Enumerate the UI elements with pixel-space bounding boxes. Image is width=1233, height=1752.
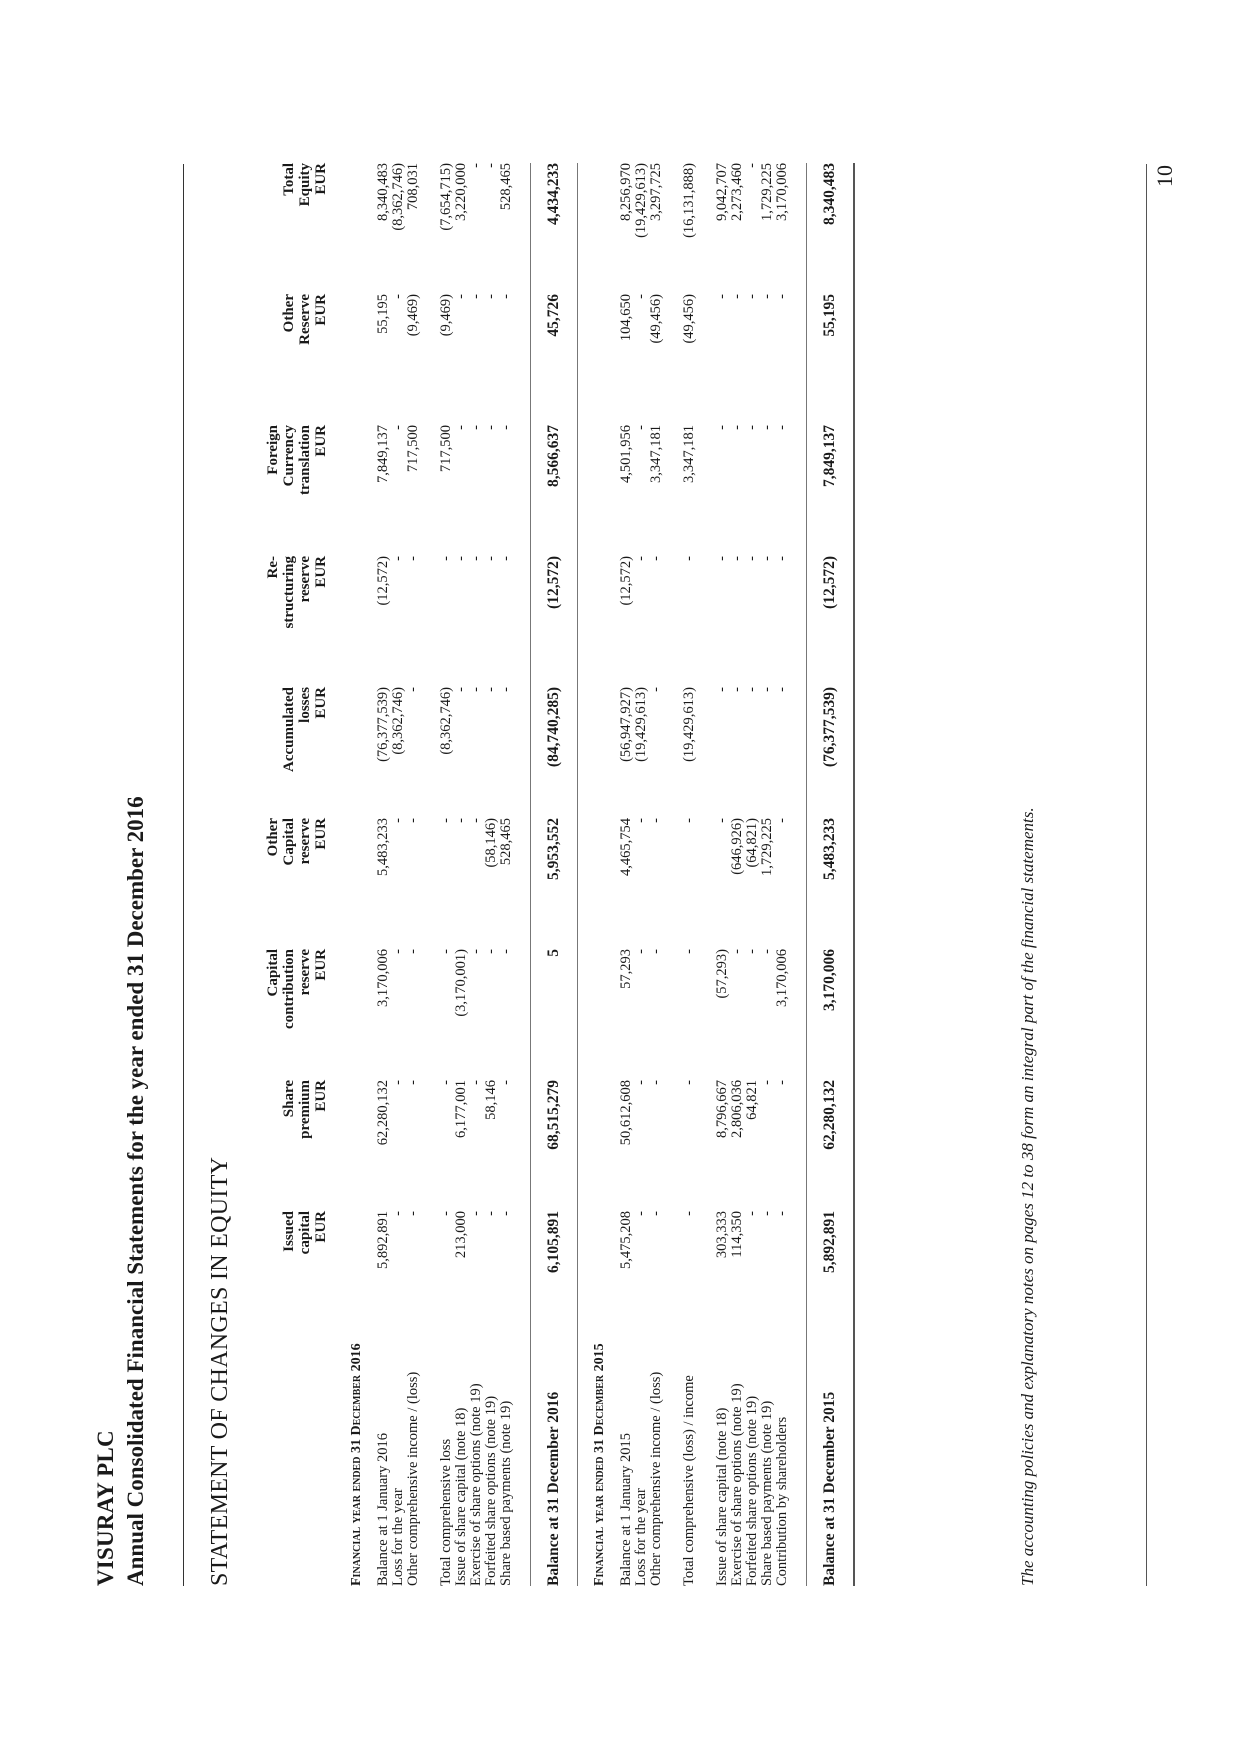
cell-value: -	[744, 687, 760, 692]
row-label: Contribution by shareholders	[774, 1416, 790, 1586]
cell-value: -	[468, 687, 484, 692]
cell-value: 717,500	[405, 425, 421, 473]
row-label: Forfeited share options (note 19)	[483, 1395, 499, 1586]
cell-value: 5,953,552	[531, 818, 578, 949]
column-header: Total Equity EUR	[281, 163, 329, 207]
cell-value: 7,849,137	[807, 425, 855, 556]
cell-value: 3,220,000	[453, 163, 469, 221]
column-header: Re- structuring reserve EUR	[265, 556, 329, 629]
cell-value: -	[453, 687, 469, 692]
cell-value: -	[648, 556, 664, 561]
cell-value: -	[681, 556, 697, 561]
row-label: Issue of share capital (note 18)	[714, 1407, 730, 1586]
cell-value: -	[714, 556, 730, 561]
section-heading-row	[578, 163, 620, 1586]
cell-value: 58,146	[483, 1080, 499, 1120]
cell-value: -	[498, 1080, 514, 1085]
cell-value: -	[633, 949, 649, 954]
cell-value: 5,483,233	[375, 818, 391, 876]
cell-value: -	[453, 425, 469, 430]
cell-value: -	[468, 818, 484, 823]
cell-value: -	[774, 556, 790, 561]
cell-value: 3,347,181	[648, 425, 664, 483]
cell-value: -	[774, 294, 790, 299]
table-row	[715, 163, 730, 1586]
label-column-header	[265, 1342, 335, 1586]
cell-value: -	[468, 556, 484, 561]
cell-value: (57,293)	[714, 949, 730, 999]
cell-value: (56,947,927)	[618, 687, 634, 762]
cell-value: -	[483, 294, 499, 299]
cell-value: -	[774, 1080, 790, 1085]
cell-value: -	[759, 425, 775, 430]
cell-value: 64,821	[744, 1080, 760, 1120]
cell-value: 2,806,036	[729, 1080, 745, 1138]
equity-table	[265, 163, 855, 1586]
cell-value: 45,726	[531, 294, 578, 425]
cell-value: -	[729, 556, 745, 561]
cell-value: -	[774, 818, 790, 823]
column-header: Accumulated losses EUR	[281, 687, 329, 772]
cell-value: -	[468, 1211, 484, 1216]
cell-value: 4,465,754	[618, 818, 634, 876]
cell-value: -	[759, 294, 775, 299]
cell-value: -	[729, 949, 745, 954]
cell-value: -	[498, 294, 514, 299]
cell-value: (16,131,888)	[681, 163, 697, 238]
document-title: Annual Consolidated Financial Statements for the year ended 31 December 2016	[123, 796, 148, 1586]
cell-value: -	[405, 1080, 421, 1085]
cell-value: (64,821)	[744, 818, 760, 868]
statement-title: STATEMENT OF CHANGES IN EQUITY	[207, 1156, 233, 1586]
cell-value: -	[438, 556, 454, 561]
cell-value: (8,362,746)	[390, 687, 406, 755]
table-row	[730, 163, 745, 1586]
table-body	[335, 163, 854, 1586]
cell-value: -	[468, 949, 484, 954]
cell-value: -	[648, 818, 664, 823]
cell-value: (12,572)	[531, 556, 578, 687]
row-label: Other comprehensive income / (loss)	[648, 1371, 664, 1586]
cell-value: -	[498, 1211, 514, 1216]
cell-value: 114,350	[729, 1211, 745, 1258]
cell-value: -	[633, 425, 649, 430]
spacer-row	[697, 163, 715, 1586]
cell-value: -	[744, 163, 760, 168]
cell-value: 8,796,667	[714, 1080, 730, 1138]
cell-value: 104,650	[618, 294, 634, 342]
row-label: Exercise of share options (note 19)	[468, 1383, 484, 1586]
section-heading: Financial year ended 31 December 2015	[592, 1343, 607, 1586]
column-header-row	[265, 163, 335, 1586]
cell-value: -	[390, 425, 406, 430]
cell-value: -	[468, 163, 484, 168]
rule-row	[790, 163, 807, 1586]
header-rule	[183, 164, 184, 1586]
cell-value: -	[483, 163, 499, 168]
cell-value: -	[714, 687, 730, 692]
cell-value: -	[405, 687, 421, 692]
cell-value: -	[483, 425, 499, 430]
cell-value: -	[648, 687, 664, 692]
cell-value: -	[468, 425, 484, 430]
cell-value: 55,195	[807, 294, 855, 425]
cell-value: 8,256,970	[618, 163, 634, 221]
cell-value: 4,434,233	[531, 163, 578, 294]
cell-value: -	[744, 949, 760, 954]
cell-value: 2,273,460	[729, 163, 745, 221]
table-row	[469, 163, 484, 1586]
cell-value: 5,483,233	[807, 818, 855, 949]
table-row	[376, 163, 391, 1586]
row-label: Balance at 1 January 2015	[618, 1432, 634, 1586]
column-header: Share premium EUR	[281, 1080, 329, 1139]
cell-value: -	[498, 687, 514, 692]
footer-rule	[1146, 164, 1147, 1586]
cell-value: -	[453, 294, 469, 299]
cell-value: 4,501,956	[618, 425, 634, 483]
cell-value: -	[681, 1211, 697, 1216]
cell-value: -	[714, 818, 730, 823]
table-row	[619, 163, 634, 1586]
cell-value: -	[633, 1211, 649, 1216]
cell-value: -	[744, 1211, 760, 1216]
column-header: Foreign Currency translation EUR	[265, 425, 329, 496]
cell-value: 3,347,181	[681, 425, 697, 483]
row-label: Balance at 31 December 2015	[807, 1342, 855, 1586]
cell-value: 5	[531, 949, 578, 1080]
cell-value: 3,170,006	[774, 163, 790, 221]
spacer-cell	[697, 163, 715, 1586]
row-label: Issue of share capital (note 18)	[453, 1407, 469, 1586]
cell-value: 5,475,208	[618, 1211, 634, 1269]
cell-value: -	[390, 556, 406, 561]
cell-value: 55,195	[375, 294, 391, 334]
cell-value: 1,729,225	[759, 163, 775, 221]
spacer-cell	[664, 163, 682, 1586]
cell-value: (76,377,539)	[807, 687, 855, 818]
footnote: The accounting policies and explanatory notes on pages 12 to 38 form an integral part of the financial statements.	[1018, 807, 1037, 1586]
cell-value: (9,469)	[438, 294, 454, 337]
company-name: VISURAY PLC	[93, 1430, 118, 1586]
cell-value: -	[774, 687, 790, 692]
cell-value: -	[759, 949, 775, 954]
cell-value: (76,377,539)	[375, 687, 391, 762]
table-row	[760, 163, 775, 1586]
cell-value: (19,429,613)	[633, 687, 649, 762]
cell-value: 8,340,483	[807, 163, 855, 294]
cell-value: -	[774, 425, 790, 430]
cell-value: (12,572)	[807, 556, 855, 687]
cell-value: 5,892,891	[807, 1211, 855, 1342]
cell-value: -	[468, 1080, 484, 1085]
cell-value: 3,297,725	[648, 163, 664, 221]
cell-value: 3,170,006	[807, 949, 855, 1080]
rule-row	[514, 163, 531, 1586]
cell-value: -	[729, 425, 745, 430]
table-row	[439, 163, 454, 1586]
spacer-cell	[514, 163, 531, 1586]
cell-value: -	[483, 687, 499, 692]
cell-value: -	[729, 687, 745, 692]
row-label: Balance at 1 January 2016	[375, 1432, 391, 1586]
table-row	[391, 163, 406, 1586]
cell-value: -	[390, 1211, 406, 1216]
cell-value: 528,465	[498, 818, 514, 866]
column-header: Other Capital reserve EUR	[265, 818, 329, 866]
cell-value: 6,177,001	[453, 1080, 469, 1138]
cell-value: 62,280,132	[375, 1080, 391, 1146]
cell-value: 528,465	[498, 163, 514, 211]
column-header: Other Reserve EUR	[281, 294, 329, 345]
cell-value: (19,429,613)	[633, 163, 649, 238]
row-label: Share based payments (note 19)	[759, 1400, 775, 1586]
cell-value: -	[759, 1211, 775, 1216]
cell-value: -	[453, 818, 469, 823]
cell-value: -	[633, 294, 649, 299]
cell-value: -	[759, 687, 775, 692]
table-row	[634, 163, 649, 1586]
balance-row	[531, 163, 578, 1586]
cell-value: -	[744, 425, 760, 430]
cell-value: 8,566,637	[531, 425, 578, 556]
cell-value: (8,362,746)	[390, 163, 406, 231]
cell-value: -	[774, 1211, 790, 1216]
table-row	[454, 163, 469, 1586]
cell-value: -	[468, 294, 484, 299]
cell-value: (58,146)	[483, 818, 499, 868]
row-label: Other comprehensive income / (loss)	[405, 1371, 421, 1586]
cell-value: (9,469)	[405, 294, 421, 337]
cell-value: (49,456)	[681, 294, 697, 344]
table-row	[745, 163, 760, 1586]
table-row	[406, 163, 421, 1586]
cell-value: -	[483, 1211, 499, 1216]
cell-value: (3,170,001)	[453, 949, 469, 1017]
spacer-cell	[421, 163, 439, 1586]
row-label: Balance at 31 December 2016	[531, 1342, 578, 1586]
table-row	[649, 163, 664, 1586]
cell-value: -	[405, 818, 421, 823]
cell-value: (8,362,746)	[438, 687, 454, 755]
cell-value: 5,892,891	[375, 1211, 391, 1269]
cell-value: -	[453, 556, 469, 561]
cell-value: 717,500	[438, 425, 454, 473]
cell-value: -	[633, 1080, 649, 1085]
cell-value: -	[648, 949, 664, 954]
cell-value: (12,572)	[618, 556, 634, 606]
cell-value: (646,926)	[729, 818, 745, 875]
spacer-row	[421, 163, 439, 1586]
cell-value: (19,429,613)	[681, 687, 697, 762]
cell-value: 68,515,279	[531, 1080, 578, 1211]
row-label: Loss for the year	[390, 1488, 406, 1586]
cell-value: 303,333	[714, 1211, 730, 1259]
cell-value: -	[405, 1211, 421, 1216]
cell-value: 3,170,006	[375, 949, 391, 1007]
cell-value: -	[648, 1080, 664, 1085]
row-label: Forfeited share options (note 19)	[744, 1395, 760, 1586]
cell-value: (84,740,285)	[531, 687, 578, 818]
cell-value: -	[714, 425, 730, 430]
cell-value: -	[498, 949, 514, 954]
cell-value: -	[390, 1080, 406, 1085]
column-header: Capital contribution reserve EUR	[265, 949, 329, 1030]
cell-value: 7,849,137	[375, 425, 391, 483]
column-header: Issued capital EUR	[281, 1211, 329, 1255]
section-heading-row	[335, 163, 376, 1586]
cell-value: -	[648, 1211, 664, 1216]
cell-value: 50,612,608	[618, 1080, 634, 1146]
cell-value: -	[744, 294, 760, 299]
cell-value: 708,031	[405, 163, 421, 211]
cell-value: 57,293	[618, 949, 634, 989]
cell-value: -	[729, 294, 745, 299]
cell-value: -	[744, 556, 760, 561]
cell-value: (49,456)	[648, 294, 664, 344]
cell-value: -	[498, 556, 514, 561]
row-label: Exercise of share options (note 19)	[729, 1383, 745, 1586]
cell-value: -	[759, 1080, 775, 1085]
cell-value: -	[498, 425, 514, 430]
cell-value: -	[483, 949, 499, 954]
table-row	[484, 163, 499, 1586]
cell-value: 1,729,225	[759, 818, 775, 876]
cell-value: -	[405, 556, 421, 561]
cell-value: -	[438, 949, 454, 954]
row-label: Loss for the year	[633, 1488, 649, 1586]
cell-value: -	[438, 818, 454, 823]
row-label: Total comprehensive (loss) / income	[681, 1375, 697, 1586]
spacer-row	[664, 163, 682, 1586]
row-label: Share based payments (note 19)	[498, 1400, 514, 1586]
cell-value: 6,105,891	[531, 1211, 578, 1342]
cell-value: -	[633, 556, 649, 561]
cell-value: -	[405, 949, 421, 954]
cell-value: 8,340,483	[375, 163, 391, 221]
cell-value: 3,170,006	[774, 949, 790, 1007]
cell-value: (7,654,715)	[438, 163, 454, 231]
cell-value: (12,572)	[375, 556, 391, 606]
cell-value: -	[714, 294, 730, 299]
cell-value: -	[438, 1211, 454, 1216]
cell-value: -	[633, 818, 649, 823]
cell-value: -	[438, 1080, 454, 1085]
page-number: 10	[1152, 165, 1177, 187]
spacer-cell	[790, 163, 807, 1586]
table-row	[499, 163, 514, 1586]
cell-value: 62,280,132	[807, 1080, 855, 1211]
cell-value: -	[390, 949, 406, 954]
cell-value: 9,042,707	[714, 163, 730, 221]
table-row	[775, 163, 790, 1586]
cell-value: -	[390, 294, 406, 299]
cell-value: 213,000	[453, 1211, 469, 1259]
cell-value: -	[390, 818, 406, 823]
cell-value: -	[681, 818, 697, 823]
cell-value: -	[681, 949, 697, 954]
section-heading: Financial year ended 31 December 2016	[349, 1343, 364, 1586]
cell-value: -	[759, 556, 775, 561]
balance-row	[807, 163, 855, 1586]
cell-value: -	[483, 556, 499, 561]
cell-value: -	[681, 1080, 697, 1085]
row-label: Total comprehensive loss	[438, 1438, 454, 1586]
table-row	[682, 163, 697, 1586]
